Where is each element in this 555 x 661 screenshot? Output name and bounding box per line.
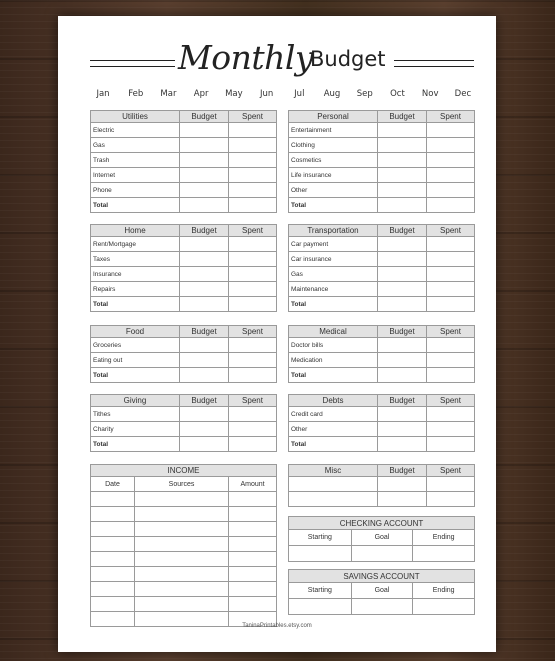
spent-cell[interactable] <box>426 153 474 167</box>
category-label: Medication <box>291 356 323 364</box>
spent-cell[interactable] <box>228 422 276 436</box>
food-row <box>90 368 277 383</box>
food-row <box>90 353 277 368</box>
budget-column-header: Budget <box>179 326 228 337</box>
budget-cell[interactable] <box>377 422 426 436</box>
category-label: Total <box>93 371 109 379</box>
personal-row <box>288 198 475 213</box>
budget-cell[interactable] <box>377 437 426 451</box>
category-label: Car payment <box>291 240 329 248</box>
savings-starting-label: Starting <box>307 587 332 594</box>
spent-cell[interactable] <box>228 297 276 311</box>
spent-column-header: Spent <box>228 225 276 236</box>
month-label[interactable]: Jun <box>259 89 274 99</box>
title-script: Monthly <box>178 38 314 77</box>
budget-cell[interactable] <box>377 237 426 251</box>
personal-row <box>288 153 475 168</box>
misc-title: Misc <box>324 466 342 475</box>
income-source-cell[interactable] <box>134 567 228 581</box>
month-label[interactable]: Jan <box>96 89 110 99</box>
budget-column-header: Budget <box>377 225 426 236</box>
month-label[interactable]: Sep <box>356 89 373 99</box>
food-header-row <box>90 325 277 338</box>
budget-cell[interactable] <box>377 123 426 137</box>
spent-cell[interactable] <box>426 353 474 367</box>
spent-cell[interactable] <box>228 437 276 451</box>
debts-row <box>288 437 475 452</box>
category-label: Internet <box>93 171 116 179</box>
giving-header-row <box>90 394 277 407</box>
home-row <box>90 237 277 252</box>
title-rule-left <box>90 66 175 67</box>
budget-cell[interactable] <box>377 353 426 367</box>
category-label: Phone <box>93 186 112 194</box>
medical-title: Medical <box>319 327 347 336</box>
spent-cell[interactable] <box>426 477 474 491</box>
spent-cell[interactable] <box>426 123 474 137</box>
budget-column-header: Budget <box>179 225 228 236</box>
footer-credit: TaninaPrintables.etsy.com <box>242 623 312 629</box>
spent-cell[interactable] <box>228 168 276 182</box>
budget-cell[interactable] <box>377 252 426 266</box>
utilities-table <box>90 110 277 213</box>
budget-cell[interactable] <box>377 267 426 281</box>
home-header-row <box>90 224 277 237</box>
checking-value-row <box>288 546 475 562</box>
title-rule-left <box>90 60 175 61</box>
spent-cell[interactable] <box>426 282 474 296</box>
budget-cell[interactable] <box>179 168 228 182</box>
spent-cell[interactable] <box>228 123 276 137</box>
month-label[interactable]: Apr <box>193 89 209 99</box>
title-plain: Budget <box>310 47 386 71</box>
checking-goal-cell[interactable] <box>351 546 413 561</box>
income-amount-cell[interactable] <box>228 507 276 521</box>
page-title <box>58 38 496 88</box>
transportation-row <box>288 252 475 267</box>
budget-cell[interactable] <box>377 198 426 212</box>
budget-cell[interactable] <box>377 138 426 152</box>
utilities-title: Utilities <box>122 112 148 121</box>
income-source-cell[interactable] <box>134 582 228 596</box>
category-label: Trash <box>93 156 110 164</box>
category-label: Gas <box>291 270 303 278</box>
category-label: Electric <box>93 126 115 134</box>
budget-cell[interactable] <box>179 123 228 137</box>
income-header-row <box>90 477 277 492</box>
category-label: Total <box>291 300 307 308</box>
income-date-cell[interactable] <box>91 597 134 611</box>
medical-header-row <box>288 325 475 338</box>
spent-cell[interactable] <box>228 252 276 266</box>
income-source-cell[interactable] <box>134 522 228 536</box>
home-row <box>90 297 277 312</box>
spent-cell[interactable] <box>228 282 276 296</box>
utilities-row <box>90 153 277 168</box>
utilities-row <box>90 198 277 213</box>
month-label[interactable]: Oct <box>390 89 405 99</box>
personal-row <box>288 123 475 138</box>
budget-cell[interactable] <box>179 422 228 436</box>
budget-cell[interactable] <box>179 183 228 197</box>
spent-column-header: Spent <box>228 326 276 337</box>
budget-cell[interactable] <box>377 297 426 311</box>
category-label: Total <box>291 201 307 209</box>
month-label[interactable]: Nov <box>421 89 439 99</box>
title-rule-right <box>394 60 474 61</box>
budget-cell[interactable] <box>377 338 426 352</box>
spent-column-header: Spent <box>426 111 474 122</box>
spent-column-header: Spent <box>228 395 276 406</box>
transportation-row <box>288 267 475 282</box>
utilities-row <box>90 138 277 153</box>
food-table <box>90 325 277 383</box>
transportation-table <box>288 224 475 312</box>
transportation-title: Transportation <box>307 226 359 235</box>
spent-cell[interactable] <box>426 437 474 451</box>
month-label[interactable]: Mar <box>160 89 177 99</box>
misc-table <box>288 464 475 507</box>
spent-cell[interactable] <box>426 492 474 506</box>
income-row <box>90 552 277 567</box>
category-label: Repairs <box>93 285 116 293</box>
month-label[interactable]: Feb <box>128 89 144 99</box>
budget-cell[interactable] <box>179 198 228 212</box>
category-label: Taxes <box>93 255 110 263</box>
spent-cell[interactable] <box>426 407 474 421</box>
savings-value-row <box>288 599 475 615</box>
category-label: Cosmetics <box>291 156 322 164</box>
budget-cell[interactable] <box>179 437 228 451</box>
category-label: Credit card <box>291 410 323 418</box>
transportation-header-row <box>288 224 475 237</box>
checking-account-table <box>288 516 475 562</box>
income-row <box>90 582 277 597</box>
month-label[interactable]: Dec <box>454 89 472 99</box>
spent-cell[interactable] <box>426 422 474 436</box>
checking-starting-cell[interactable] <box>289 546 351 561</box>
income-amount-cell[interactable] <box>228 552 276 566</box>
spent-cell[interactable] <box>228 183 276 197</box>
budget-cell[interactable] <box>377 492 426 506</box>
giving-row <box>90 422 277 437</box>
spent-cell[interactable] <box>228 237 276 251</box>
personal-row <box>288 168 475 183</box>
category-label: Entertainment <box>291 126 332 134</box>
giving-row <box>90 407 277 422</box>
savings-ending-cell[interactable] <box>412 599 474 614</box>
checking-ending-label: Ending <box>412 530 474 545</box>
spent-column-header: Spent <box>426 395 474 406</box>
spent-cell[interactable] <box>228 138 276 152</box>
checking-goal-label: Goal <box>351 530 413 545</box>
budget-cell[interactable] <box>179 353 228 367</box>
spent-column-header: Spent <box>228 111 276 122</box>
home-table <box>90 224 277 312</box>
category-label: Other <box>291 186 308 194</box>
spent-cell[interactable] <box>426 368 474 382</box>
spent-cell[interactable] <box>228 407 276 421</box>
budget-cell[interactable] <box>377 477 426 491</box>
category-label: Total <box>93 300 109 308</box>
home-title: Home <box>124 226 146 235</box>
category-label <box>289 492 377 506</box>
income-amount-cell[interactable] <box>228 522 276 536</box>
debts-row <box>288 422 475 437</box>
transportation-row <box>288 297 475 312</box>
category-label: Total <box>93 201 109 209</box>
category-label: Total <box>93 440 109 448</box>
budget-cell[interactable] <box>179 138 228 152</box>
spent-cell[interactable] <box>228 153 276 167</box>
debts-title: Debts <box>322 396 344 405</box>
income-amount-cell[interactable] <box>228 492 276 506</box>
category-label: Life insurance <box>291 171 332 179</box>
category-label: Maintenance <box>291 285 329 293</box>
income-source-cell[interactable] <box>134 552 228 566</box>
income-date-cell[interactable] <box>91 537 134 551</box>
savings-header-row <box>288 583 475 599</box>
income-row <box>90 537 277 552</box>
category-label: Tithes <box>93 410 111 418</box>
savings-starting-cell[interactable] <box>289 599 351 614</box>
income-amount-cell[interactable] <box>228 597 276 611</box>
income-date-header: Date <box>105 480 120 488</box>
transportation-row <box>288 282 475 297</box>
income-row <box>90 567 277 582</box>
title-rule-right <box>394 66 474 67</box>
category-label: Clothing <box>291 141 315 149</box>
month-list <box>88 89 478 103</box>
income-amount-cell[interactable] <box>228 537 276 551</box>
debts-table <box>288 394 475 452</box>
category-label: Charity <box>93 425 114 433</box>
budget-cell[interactable] <box>179 252 228 266</box>
misc-row <box>288 492 475 507</box>
budget-cell[interactable] <box>377 368 426 382</box>
savings-goal-label: Goal <box>351 583 413 598</box>
budget-cell[interactable] <box>179 153 228 167</box>
category-label: Total <box>291 371 307 379</box>
income-row <box>90 597 277 612</box>
medical-row <box>288 353 475 368</box>
budget-column-header: Budget <box>377 326 426 337</box>
food-title: Food <box>125 327 145 336</box>
utilities-header-row <box>90 110 277 123</box>
checking-account-title: CHECKING ACCOUNT <box>288 516 475 530</box>
spent-cell[interactable] <box>426 297 474 311</box>
income-source-cell[interactable] <box>134 492 228 506</box>
budget-cell[interactable] <box>179 407 228 421</box>
month-label[interactable]: Aug <box>323 89 341 99</box>
income-source-cell[interactable] <box>134 507 228 521</box>
personal-title: Personal <box>317 112 349 121</box>
checking-ending-cell[interactable] <box>412 546 474 561</box>
income-date-cell[interactable] <box>91 582 134 596</box>
income-date-cell[interactable] <box>91 567 134 581</box>
income-amount-cell[interactable] <box>228 582 276 596</box>
home-row <box>90 267 277 282</box>
spent-cell[interactable] <box>426 267 474 281</box>
spent-cell[interactable] <box>426 183 474 197</box>
food-row <box>90 338 277 353</box>
personal-table <box>288 110 475 213</box>
spent-column-header: Spent <box>426 225 474 236</box>
spent-cell[interactable] <box>426 198 474 212</box>
budget-cell[interactable] <box>377 407 426 421</box>
spent-column-header: Spent <box>426 465 474 476</box>
checking-header-row <box>288 530 475 546</box>
budget-column-header: Budget <box>377 465 426 476</box>
misc-row <box>288 477 475 492</box>
category-label: Rent/Mortgage <box>93 240 136 248</box>
spent-cell[interactable] <box>426 237 474 251</box>
checking-starting-label: Starting <box>307 534 332 541</box>
giving-table <box>90 394 277 452</box>
savings-account-title: SAVINGS ACCOUNT <box>288 569 475 583</box>
budget-cell[interactable] <box>179 237 228 251</box>
income-sources-header: Sources <box>134 477 228 491</box>
misc-header-row <box>288 464 475 477</box>
income-date-cell[interactable] <box>91 492 134 506</box>
spent-cell[interactable] <box>228 353 276 367</box>
category-label: Car insurance <box>291 255 332 263</box>
budget-cell[interactable] <box>179 297 228 311</box>
home-row <box>90 282 277 297</box>
category-label: Total <box>291 440 307 448</box>
giving-row <box>90 437 277 452</box>
spent-cell[interactable] <box>426 138 474 152</box>
income-row <box>90 507 277 522</box>
budget-column-header: Budget <box>179 395 228 406</box>
medical-table <box>288 325 475 383</box>
budget-column-header: Budget <box>179 111 228 122</box>
debts-header-row <box>288 394 475 407</box>
month-label[interactable]: Jul <box>294 89 305 99</box>
budget-column-header: Budget <box>377 111 426 122</box>
budget-cell[interactable] <box>179 282 228 296</box>
savings-account-table <box>288 569 475 615</box>
budget-cell[interactable] <box>179 338 228 352</box>
spent-cell[interactable] <box>426 338 474 352</box>
spent-cell[interactable] <box>228 267 276 281</box>
utilities-row <box>90 183 277 198</box>
income-date-cell[interactable] <box>91 522 134 536</box>
category-label: Groceries <box>93 341 122 349</box>
budget-cell[interactable] <box>377 282 426 296</box>
category-label: Eating out <box>93 356 123 364</box>
medical-row <box>288 338 475 353</box>
budget-cell[interactable] <box>377 168 426 182</box>
month-label[interactable]: May <box>225 89 243 99</box>
spent-cell[interactable] <box>426 252 474 266</box>
spent-cell[interactable] <box>228 338 276 352</box>
income-date-cell[interactable] <box>91 507 134 521</box>
income-amount-cell[interactable] <box>228 567 276 581</box>
income-source-cell[interactable] <box>134 597 228 611</box>
home-row <box>90 252 277 267</box>
budget-cell[interactable] <box>179 267 228 281</box>
budget-cell[interactable] <box>377 183 426 197</box>
category-label: Gas <box>93 141 105 149</box>
personal-row <box>288 138 475 153</box>
income-title: INCOME <box>90 464 277 477</box>
spent-cell[interactable] <box>426 168 474 182</box>
transportation-row <box>288 237 475 252</box>
personal-header-row <box>288 110 475 123</box>
giving-title: Giving <box>123 396 147 405</box>
income-row <box>90 522 277 537</box>
spent-cell[interactable] <box>228 368 276 382</box>
utilities-row <box>90 123 277 138</box>
budget-sheet <box>58 16 496 652</box>
budget-cell[interactable] <box>179 368 228 382</box>
budget-cell[interactable] <box>377 153 426 167</box>
medical-row <box>288 368 475 383</box>
category-label <box>289 477 377 491</box>
utilities-row <box>90 168 277 183</box>
debts-row <box>288 407 475 422</box>
budget-column-header: Budget <box>377 395 426 406</box>
savings-ending-label: Ending <box>412 583 474 598</box>
savings-goal-cell[interactable] <box>351 599 413 614</box>
income-amount-header: Amount <box>228 477 276 491</box>
category-label: Doctor bills <box>291 341 324 349</box>
income-source-cell[interactable] <box>134 537 228 551</box>
income-date-cell[interactable] <box>91 552 134 566</box>
category-label: Insurance <box>93 270 122 278</box>
income-row <box>90 492 277 507</box>
category-label: Other <box>291 425 308 433</box>
spent-column-header: Spent <box>426 326 474 337</box>
personal-row <box>288 183 475 198</box>
income-table <box>90 464 277 627</box>
spent-cell[interactable] <box>228 198 276 212</box>
